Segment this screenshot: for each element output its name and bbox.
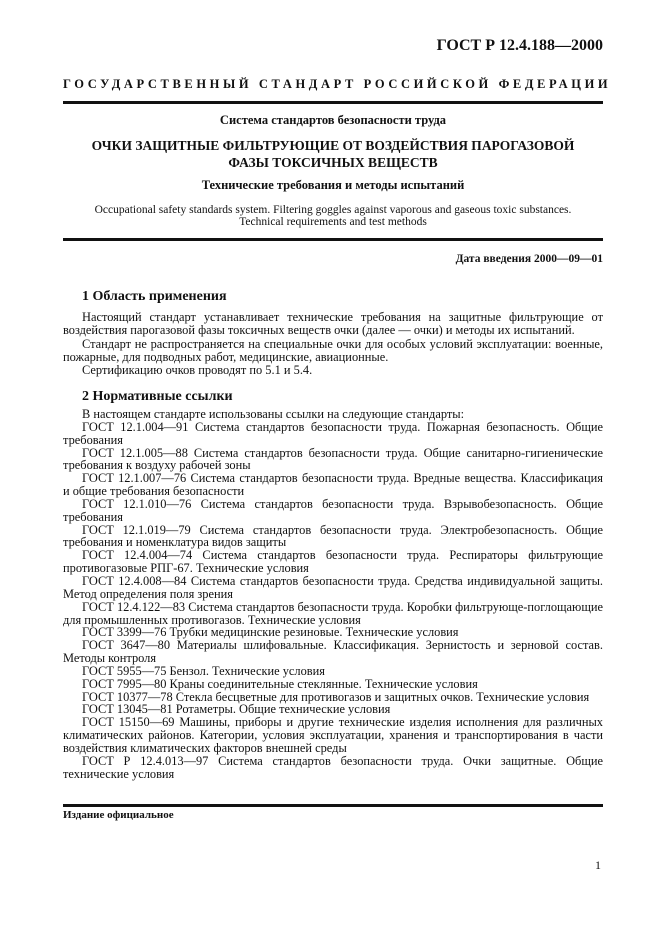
state-standard-banner: ГОСУДАРСТВЕННЫЙ СТАНДАРТ РОССИЙСКОЙ ФЕДЕРАЦИИ — [63, 77, 612, 91]
title-divider — [63, 238, 603, 241]
section-2-heading: 2 Нормативные ссылки — [82, 389, 233, 404]
footer-divider — [63, 804, 603, 807]
reference-item: ГОСТ 12.1.005—88 Система стандартов безопасности труда. Общие санитарно-гигиенические требования к воздуху рабочей зоны — [63, 445, 603, 473]
reference-item: ГОСТ 12.4.122—83 Система стандартов безопасности труда. Коробки фильтрующе-поглощающие для промышленных противогазов. Технические условия — [63, 599, 603, 627]
reference-item: ГОСТ 12.1.019—79 Система стандартов безопасности труда. Электробезопасность. Общие требования и номенклатура видов защиты — [63, 522, 603, 550]
reference-item: ГОСТ 12.4.004—74 Система стандартов безопасности труда. Респираторы фильтрующие противогазовые РПГ-67. Технические условия — [63, 548, 603, 576]
references-list — [63, 408, 603, 780]
page-number: 1 — [595, 858, 601, 872]
effective-date: Дата введения 2000—09—01 — [455, 253, 603, 265]
reference-item: ГОСТ 12.1.007—76 Система стандартов безопасности труда. Вредные вещества. Классификация и общие требования безопасности — [63, 471, 603, 499]
document-code: ГОСТ Р 12.4.188—2000 — [436, 37, 603, 54]
references-intro: В настоящем стандарте использованы ссылки на следующие стандарты: — [82, 407, 465, 421]
english-title — [63, 204, 603, 228]
reference-item: ГОСТ 5955—75 Бензол. Технические условия — [82, 663, 325, 678]
section-1-heading: 1 Область применения — [82, 289, 227, 304]
title-line-1: ОЧКИ ЗАЩИТНЫЕ ФИЛЬТРУЮЩИЕ ОТ ВОЗДЕЙСТВИЯ ПАРОГАЗОВОЙ — [91, 138, 575, 153]
system-name: Система стандартов безопасности труда — [219, 113, 447, 127]
paragraph: Стандарт не распространяется на специальные очки для особых условий эксплуатации: военные, пожарные, для подводных работ, медицинские, авиационные. — [63, 336, 603, 364]
reference-item: ГОСТ 3399—76 Трубки медицинские резиновые. Технические условия — [82, 625, 459, 640]
reference-item: ГОСТ 13045—81 Ротаметры. Общие технические условия — [82, 702, 391, 717]
section-1-body — [63, 311, 603, 377]
official-edition-label: Издание официальное — [63, 809, 174, 821]
document-title — [63, 137, 603, 171]
reference-item: ГОСТ Р 12.4.013—97 Система стандартов безопасности труда. Очки защитные. Общие технические условия — [63, 753, 603, 781]
english-line-2: Technical requirements and test methods — [239, 216, 427, 228]
paragraph: Сертификацию очков проводят по 5.1 и 5.4. — [82, 363, 313, 378]
reference-item: ГОСТ 12.1.010—76 Система стандартов безопасности труда. Взрывобезопасность. Общие требования — [63, 496, 603, 524]
reference-item: ГОСТ 15150—69 Машины, приборы и другие технические изделия исполнения для различных климатических районов. Категории, условия эксплуатации, хранения и транспортирования в части воздействия климатических факторов внешней среды — [63, 715, 603, 755]
paragraph: Настоящий стандарт устанавливает технические требования на защитные фильтрующие от воздействия парогазовой фазы токсичных веществ очки (далее — очки) и методы их испытаний. — [63, 310, 603, 338]
reference-item: ГОСТ 7995—80 Краны соединительные стеклянные. Технические условия — [82, 676, 478, 691]
reference-item: ГОСТ 12.1.004—91 Система стандартов безопасности труда. Пожарная безопасность. Общие требования — [63, 419, 603, 447]
top-divider — [63, 101, 603, 104]
title-line-2: ФАЗЫ ТОКСИЧНЫХ ВЕЩЕСТВ — [228, 155, 438, 170]
document-subtitle: Технические требования и методы испытаний — [201, 178, 465, 192]
english-line-1: Occupational safety standards system. Filtering goggles against vaporous and gaseous toxic substances. — [94, 204, 572, 216]
reference-item: ГОСТ 3647—80 Материалы шлифовальные. Классификация. Зернистость и зерновой состав. Методы контроля — [63, 638, 603, 666]
reference-item: ГОСТ 10377—78 Стекла бесцветные для противогазов и защитных очков. Технические условия — [82, 689, 590, 704]
reference-item: ГОСТ 12.4.008—84 Система стандартов безопасности труда. Средства индивидуальной защиты. Метод определения поля зрения — [63, 573, 603, 601]
